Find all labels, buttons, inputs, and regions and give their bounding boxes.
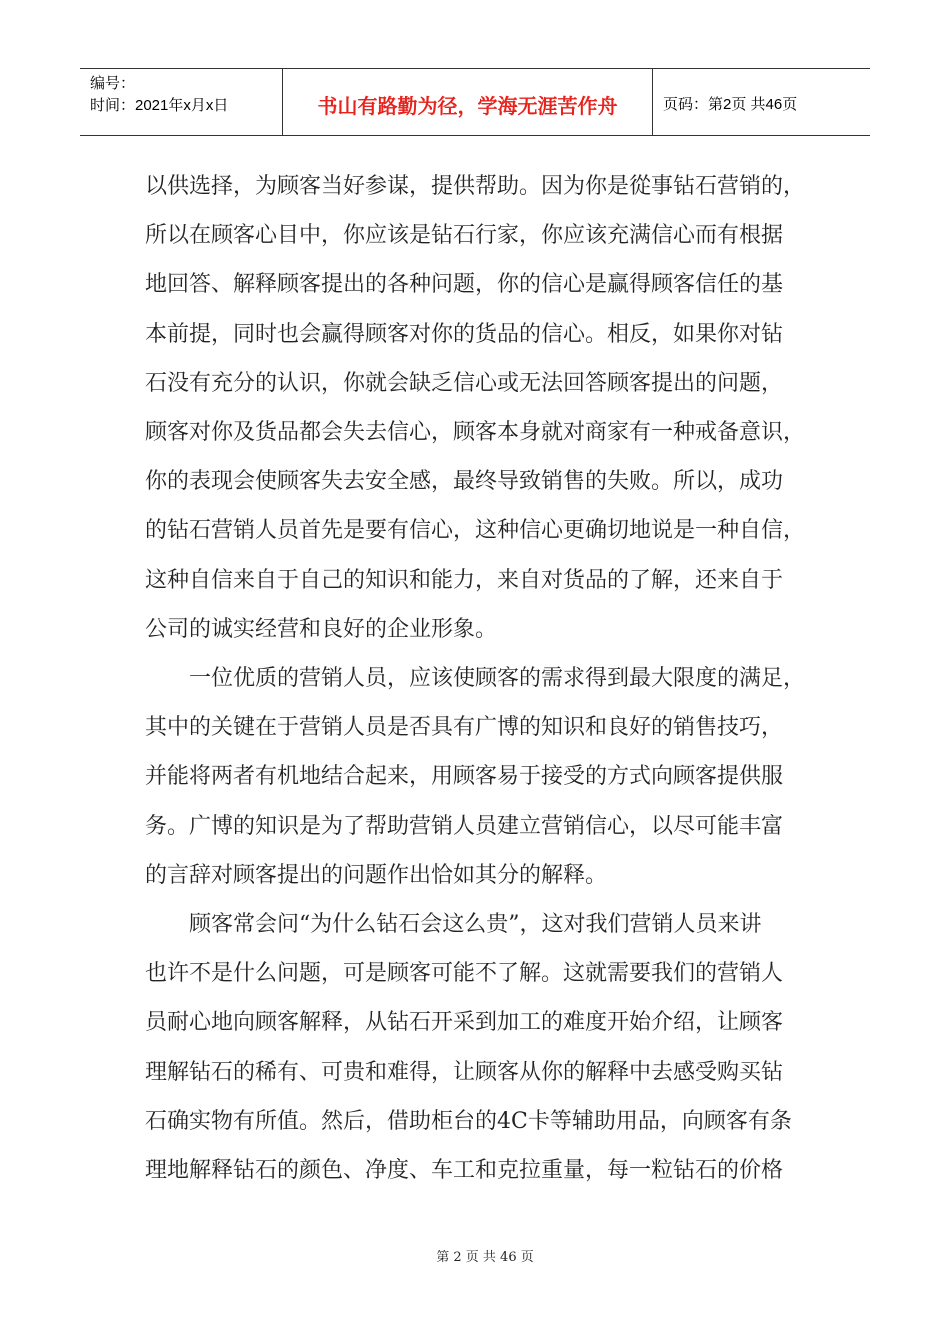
document-time-label: 时间：2021年x月x日 — [90, 97, 229, 114]
header-page-cell — [653, 69, 870, 135]
page-header — [80, 68, 870, 136]
header-motto-cell — [283, 69, 653, 135]
text-line: 其中的关键在于营销人员是否具有广博的知识和良好的销售技巧， — [145, 715, 784, 741]
text-line: 务。广博的知识是为了帮助营销人员建立营销信心，以尽可能丰富 — [145, 813, 784, 839]
paragraph — [145, 162, 805, 654]
text-line: 并能将两者有机地结合起来，用顾客易于接受的方式向顾客提供服 — [145, 764, 784, 790]
paragraph — [145, 654, 805, 900]
document-number-label: 编号： — [90, 75, 136, 92]
text-line: 顾客常会问“为什么钻石会这么贵”，这对我们营销人员来讲 — [189, 912, 762, 938]
header-motto: 书山有路勤为径，学海无涯苦作舟 — [317, 93, 618, 118]
text-line: 理解钻石的稀有、可贵和难得，让顾客从你的解释中去感受购买钻 — [145, 1059, 784, 1085]
text-line: 你的表现会使顾客失去安全感，最终导致销售的失败。所以，成功 — [145, 469, 784, 495]
text-line: 也许不是什么问题，可是顾客可能不了解。这就需要我们的营销人 — [145, 961, 784, 987]
footer-page-number: 第 2 页 共 46 页 — [436, 1250, 534, 1265]
text-line: 地回答、解释顾客提出的各种问题，你的信心是赢得顾客信任的基 — [145, 272, 784, 298]
page-footer — [0, 1246, 950, 1265]
header-page-info: 页码：第2页 共46页 — [663, 95, 798, 113]
text-line: 顾客对你及货品都会失去信心，顾客本身就对商家有一种戒备意识， — [145, 420, 806, 446]
document-body — [145, 162, 805, 1195]
header-meta-cell — [80, 69, 283, 135]
paragraph — [145, 900, 805, 1195]
text-line: 一位优质的营销人员，应该使顾客的需求得到最大限度的满足， — [189, 666, 806, 692]
text-line: 石确实物有所值。然后，借助柜台的4C卡等辅助用品，向顾客有条 — [145, 1108, 792, 1134]
text-line: 员耐心地向顾客解释，从钻石开采到加工的难度开始介绍，让顾客 — [145, 1010, 784, 1036]
text-line: 公司的诚实经营和良好的企业形象。 — [145, 616, 498, 642]
text-line: 理地解释钻石的颜色、净度、车工和克拉重量，每一粒钻石的价格 — [145, 1158, 784, 1184]
text-line: 本前提，同时也会赢得顾客对你的货品的信心。相反，如果你对钻 — [145, 321, 784, 347]
text-line: 所以在顾客心目中，你应该是钻石行家，你应该充满信心而有根据 — [145, 223, 784, 249]
text-line: 石没有充分的认识，你就会缺乏信心或无法回答顾客提出的问题， — [145, 370, 784, 396]
text-line: 以供选择，为顾客当好参谋，提供帮助。因为你是從事钻石营销的， — [145, 174, 806, 199]
text-line: 这种自信来自于自己的知识和能力，来自对货品的了解，还来自于 — [145, 567, 784, 593]
text-line: 的言辞对顾客提出的问题作出恰如其分的解释。 — [145, 862, 608, 888]
text-line: 的钻石营销人员首先是要有信心，这种信心更确切地说是一种自信， — [145, 518, 806, 544]
